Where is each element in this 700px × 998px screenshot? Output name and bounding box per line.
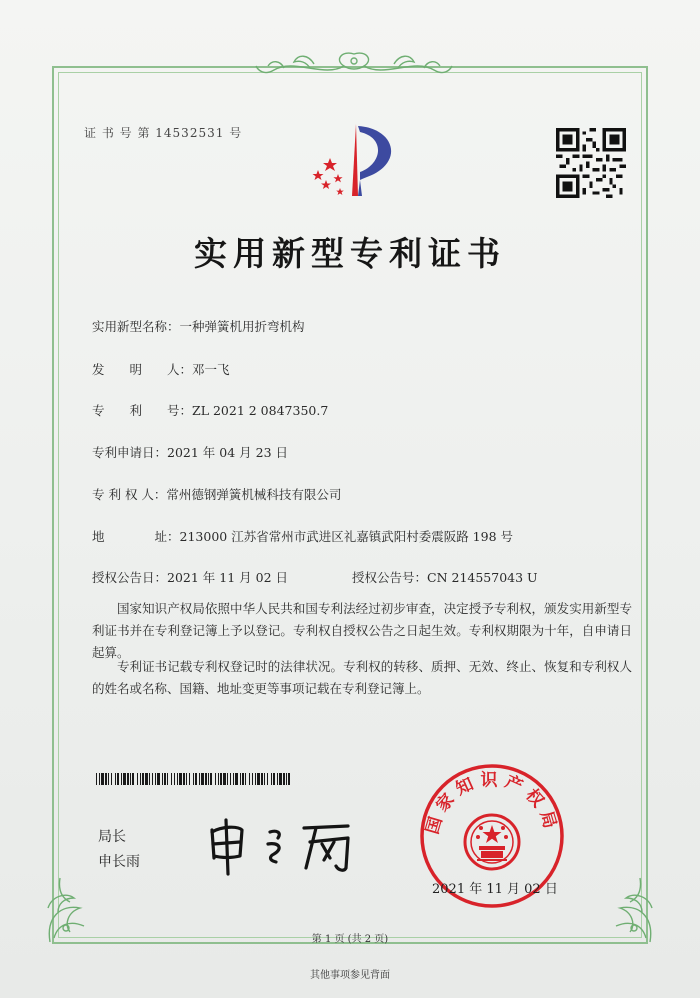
- barcode-bar: [177, 773, 178, 785]
- paragraph-legal-status: 专利证书记载专利权登记时的法律状况。专利权的转移、质押、无效、终止、恢复和专利权人的姓名或名称、国籍、地址变更等事项记载在专利登记簿上。: [92, 659, 632, 696]
- utility-model-name-label: 实用新型名称：: [92, 319, 180, 334]
- address-value: 213000 江苏省常州市武进区礼嘉镇武阳村委震阪路 198 号: [179, 529, 514, 544]
- utility-model-name-row: [92, 317, 305, 335]
- certificate-number-value: 14532531: [155, 126, 225, 140]
- barcode-bar: [137, 773, 138, 785]
- barcode-bar: [252, 773, 253, 785]
- utility-model-name-value: 一种弹簧机用折弯机构: [179, 319, 305, 334]
- application-date-label: 专利申请日：: [92, 445, 168, 460]
- barcode-bar: [101, 773, 104, 785]
- barcode-bar: [273, 773, 275, 785]
- patent-number-value: ZL 2021 2 0847350.7: [192, 403, 329, 418]
- seal-text: 国家知识产权局: [422, 770, 562, 837]
- inventor-row: [92, 360, 230, 378]
- seal-date: 2021 年 11 月 02 日: [432, 882, 558, 897]
- barcode-bar: [201, 773, 204, 785]
- barcode-bar: [264, 773, 265, 785]
- barcode-bar: [157, 773, 160, 785]
- patentee-label: 专 利 权 人：: [92, 487, 167, 502]
- barcode-bar: [283, 773, 285, 785]
- barcode-bar: [183, 773, 185, 785]
- barcode-bar: [152, 773, 153, 785]
- barcode-bar: [205, 773, 207, 785]
- barcode-bar: [130, 773, 131, 785]
- cnipa-logo: [300, 118, 410, 202]
- barcode-bar: [195, 773, 197, 785]
- barcode-bar: [155, 773, 156, 785]
- barcode-bar: [105, 773, 107, 785]
- barcode-bar: [149, 773, 150, 785]
- footer-note: 其他事项参见背面: [310, 970, 390, 981]
- barcode-bar: [115, 773, 116, 785]
- barcode-bar: [127, 773, 129, 785]
- barcode-bar: [121, 773, 122, 785]
- barcode-bar: [108, 773, 109, 785]
- barcode-bar: [162, 773, 163, 785]
- barcode-bar: [96, 773, 97, 785]
- director-signature: [198, 812, 368, 878]
- patentee-value: 常州德钢弹簧机械科技有限公司: [166, 487, 342, 502]
- barcode-bar: [218, 773, 219, 785]
- top-ornament: [254, 48, 454, 84]
- barcode-bar: [279, 773, 282, 785]
- grant-date-value: 2021 年 11 月 02 日: [167, 570, 289, 585]
- barcode-bar: [140, 773, 141, 785]
- grant-date-row: [92, 568, 288, 586]
- barcode-bar: [267, 773, 268, 785]
- patent-number-label: 专 利 号：: [92, 403, 193, 418]
- barcode-bar: [242, 773, 244, 785]
- barcode-bar: [255, 773, 256, 785]
- barcode-bar: [123, 773, 126, 785]
- grant-number-value: CN 214557043 U: [427, 570, 538, 585]
- barcode-bar: [186, 773, 187, 785]
- barcode-bar: [286, 773, 287, 785]
- barcode-bar: [230, 773, 231, 785]
- barcode-bar: [223, 773, 226, 785]
- certificate-title: 实用新型专利证书: [194, 234, 506, 273]
- barcode-bar: [271, 773, 272, 785]
- barcode-bar: [179, 773, 182, 785]
- patentee-row: [92, 485, 341, 503]
- barcode-bar: [99, 773, 100, 785]
- address-label: 地 址：: [92, 529, 180, 544]
- barcode-bar: [277, 773, 278, 785]
- application-date-value: 2021 年 04 月 23 日: [167, 445, 289, 460]
- paragraph-grant-statement: 国家知识产权局依照中华人民共和国专利法经过初步审查，决定授予专利权，颁发实用新型专利证书并在专利登记簿上予以登记。专利权自授权公告之日起生效。专利权期限为十年，自申请日起算。: [92, 601, 632, 660]
- barcode-bar: [145, 773, 148, 785]
- barcode-bar: [261, 773, 263, 785]
- barcode-bar: [111, 773, 112, 785]
- barcode-bar: [142, 773, 144, 785]
- grant-number-row: [352, 568, 538, 586]
- barcode-bar: [240, 773, 241, 785]
- barcode: [96, 773, 290, 785]
- barcode-bar: [233, 773, 234, 785]
- barcode-bar: [174, 773, 175, 785]
- director-name: 申长雨: [98, 854, 140, 870]
- grant-number-label: 授权公告号：: [352, 570, 428, 585]
- barcode-bar: [227, 773, 228, 785]
- certificate-number-label: 证 书 号 第: [84, 126, 151, 140]
- barcode-bar: [208, 773, 209, 785]
- barcode-bar: [117, 773, 119, 785]
- page-number: 第 1 页 (共 2 页): [311, 934, 389, 945]
- barcode-bar: [193, 773, 194, 785]
- address-row: [92, 527, 513, 545]
- barcode-bar: [235, 773, 238, 785]
- barcode-bar: [220, 773, 222, 785]
- barcode-bar: [249, 773, 250, 785]
- certificate-number-suffix: 号: [229, 126, 243, 140]
- barcode-bar: [199, 773, 200, 785]
- barcode-bar: [167, 773, 168, 785]
- barcode-bar: [257, 773, 260, 785]
- certificate-number: [84, 124, 242, 141]
- grant-date-label: 授权公告日：: [92, 570, 168, 585]
- barcode-bar: [171, 773, 172, 785]
- barcode-bar: [245, 773, 246, 785]
- inventor-value: 邓一飞: [192, 362, 230, 377]
- barcode-bar: [189, 773, 190, 785]
- qr-code: [556, 128, 626, 198]
- barcode-bar: [215, 773, 216, 785]
- patent-number-row: [92, 401, 328, 419]
- application-date-row: [92, 443, 288, 461]
- barcode-bar: [288, 773, 290, 785]
- barcode-bar: [164, 773, 166, 785]
- barcode-bar: [132, 773, 134, 785]
- director-title: 局长: [98, 829, 126, 845]
- barcode-bar: [210, 773, 212, 785]
- inventor-label: 发 明 人：: [92, 362, 193, 377]
